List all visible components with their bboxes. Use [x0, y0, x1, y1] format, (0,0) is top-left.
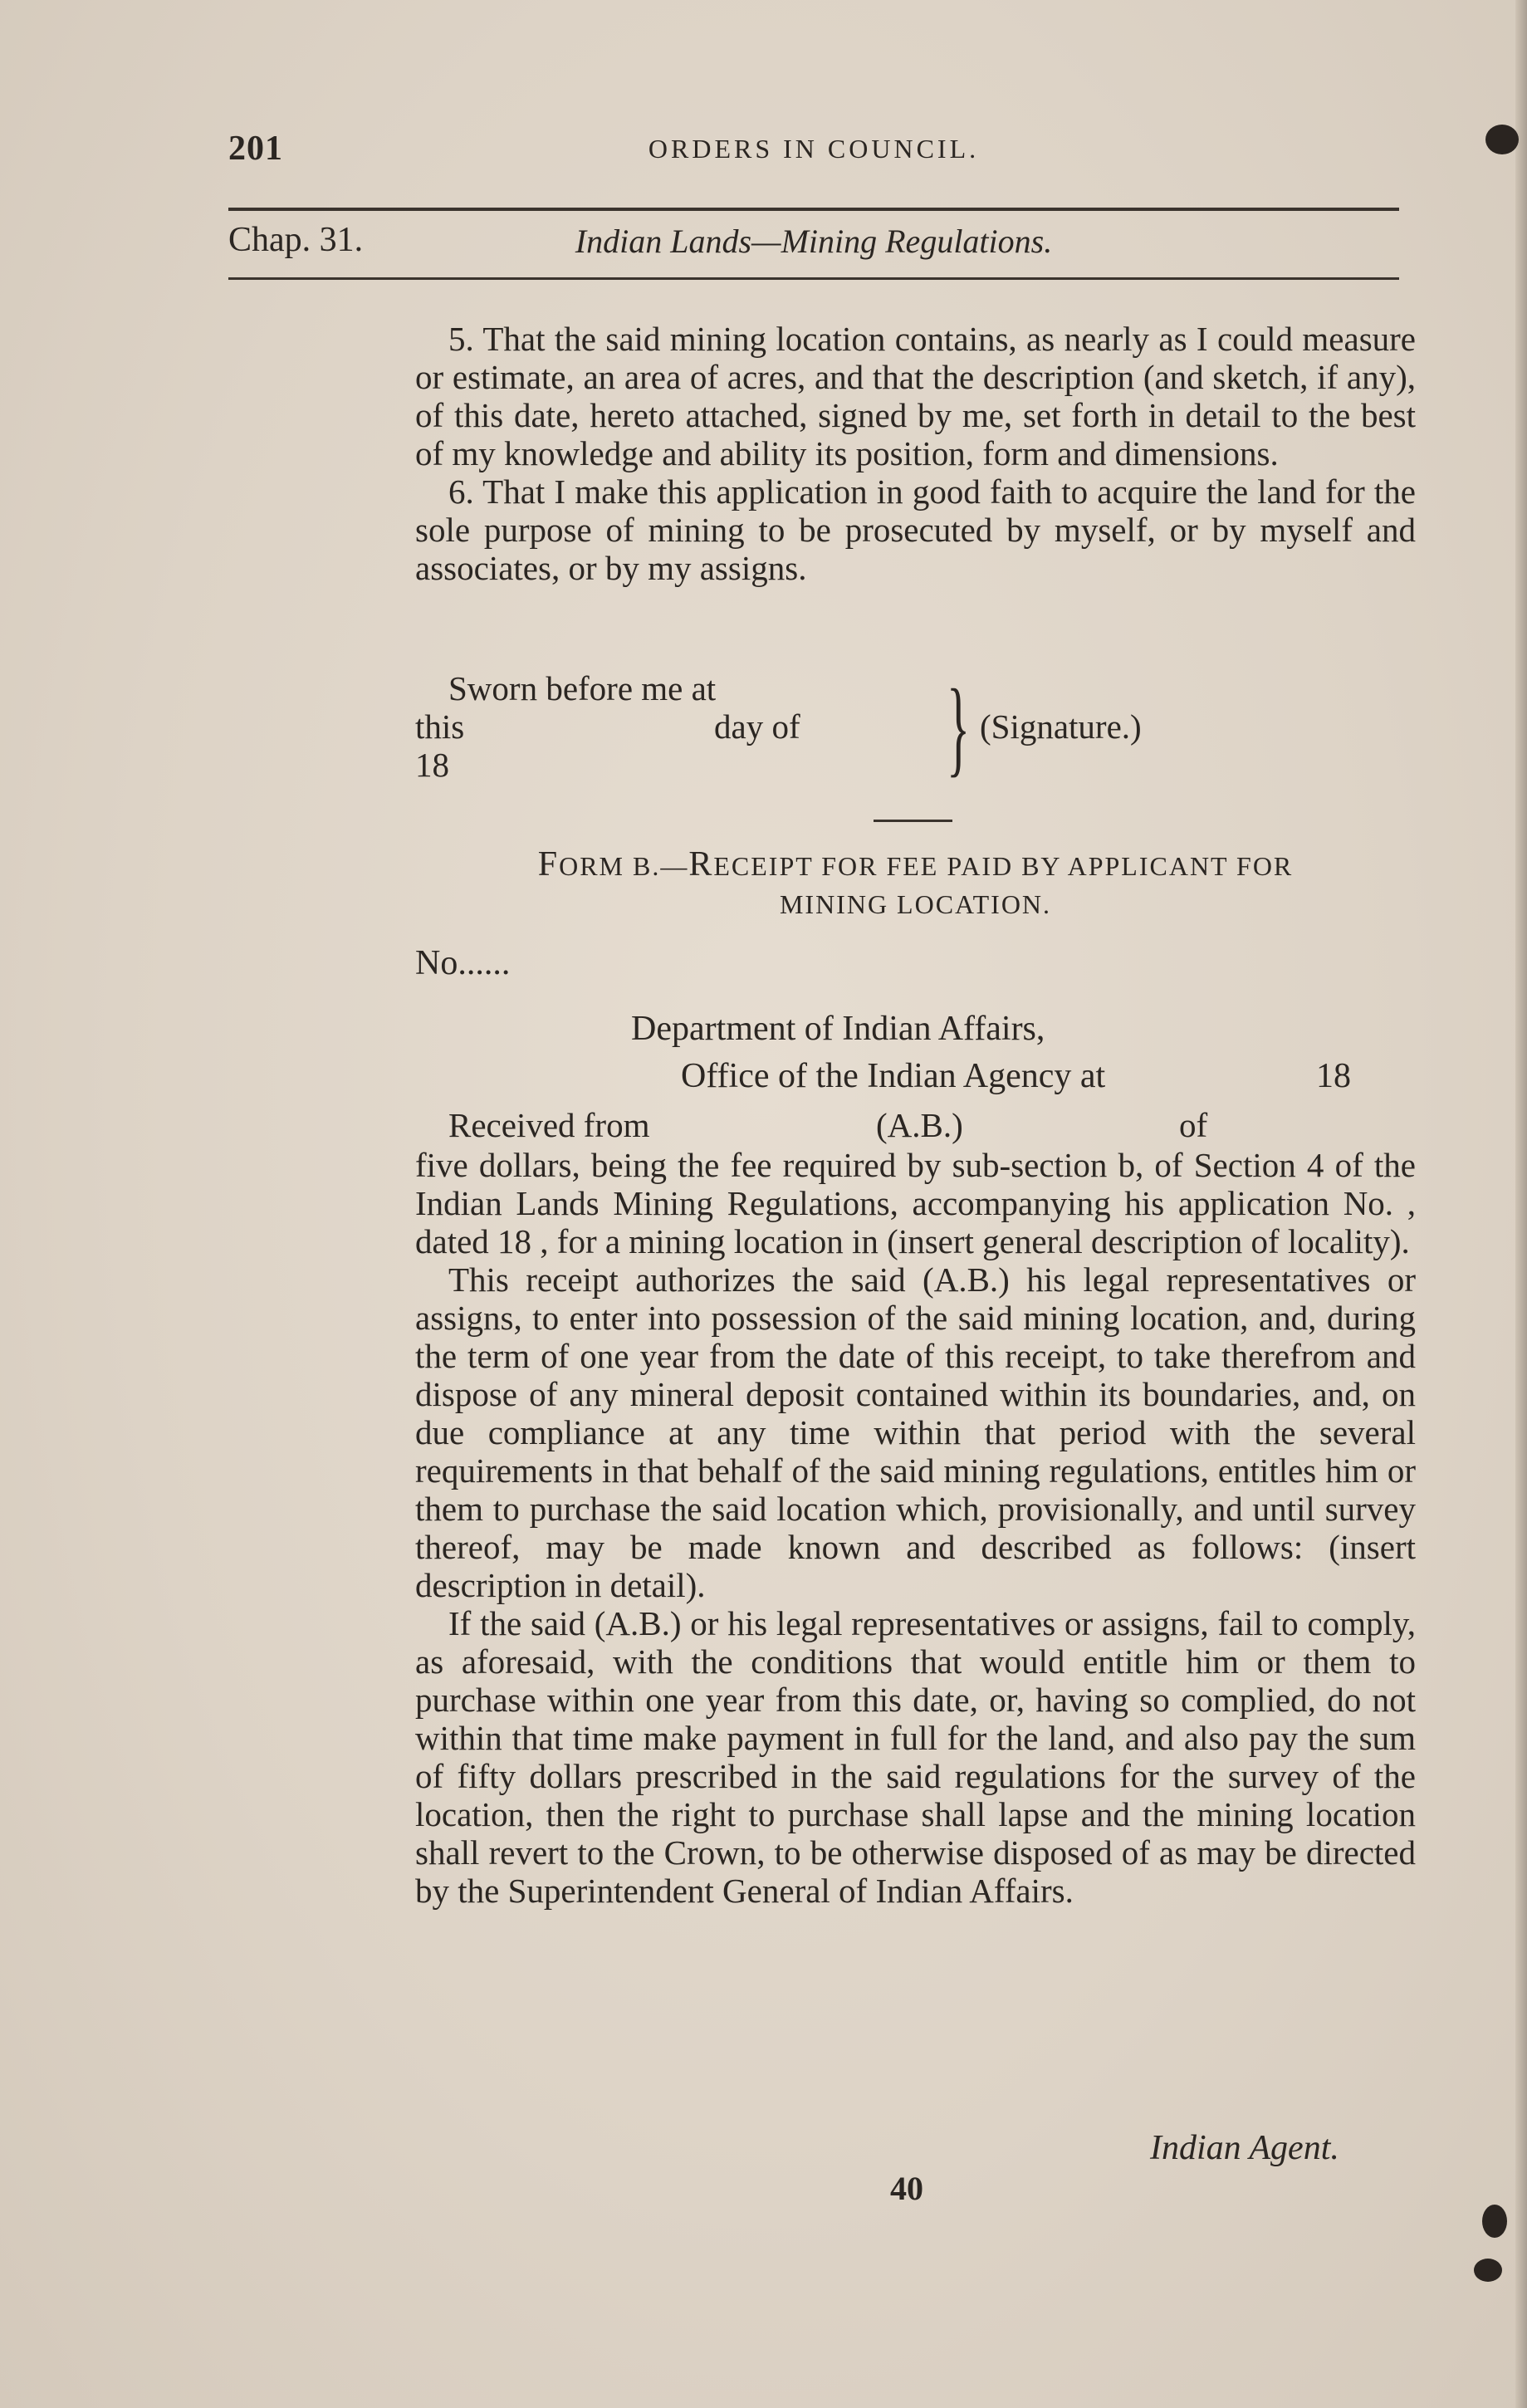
ink-blot-icon [1474, 2259, 1502, 2282]
signature-mark: 40 [890, 2170, 923, 2207]
signature-label: (Signature.) [980, 707, 1142, 746]
office-year: 18 [1316, 1057, 1351, 1095]
form-b-title-line-1: FORM B.—RECEIPT FOR FEE PAID BY APPLICANT FOR [537, 845, 1294, 883]
ab-label: (A.B.) [876, 1106, 963, 1144]
department-line: Department of Indian Affairs, [631, 1010, 1045, 1048]
ink-blot-icon [1482, 2205, 1507, 2238]
receipt-text [415, 1146, 1416, 1910]
chapter-subtitle: Indian Lands—Mining Regulations. [575, 223, 1053, 260]
oath-text [415, 320, 1416, 587]
receipt-paragraph-lapse: If the said (A.B.) or his legal representatives or assigns, fail to comply, as aforesaid, with the conditions that would entitle him or them to purchase within one year from this date, or, having so complied, do not within that time make payment in full for the land, and also pay the sum of fifty dollars prescribed in the said regulations for the survey of the location, then the right to purchase shall lapse and the mining location shall revert to the Crown, to be otherwise disposed of as may be directed by the Superintendent General of Indian Affairs. [415, 1604, 1416, 1910]
header-rule-bottom [228, 277, 1399, 280]
page-edge [1515, 0, 1527, 2408]
paragraph-6: 6. That I make this application in good faith to acquire the land for the sole purpose of mining to be prosecuted by myself, or by myself and associates, or by my assigns. [415, 472, 1416, 587]
of-label: of [1179, 1106, 1208, 1144]
header-rule-top [228, 208, 1399, 211]
day-of-label: day of [714, 707, 800, 746]
signatory: Indian Agent. [1150, 2129, 1339, 2167]
form-b-title [415, 845, 1416, 923]
year-label: 18 [415, 746, 449, 784]
section-divider [874, 820, 952, 822]
oath-block [415, 669, 1416, 794]
received-line [415, 1106, 1416, 1144]
receipt-paragraph-authorizes: This receipt authorizes the said (A.B.) his legal representatives or assigns, to enter into possession of the said mining location, and, during the term of one year from the date of this receipt, to take therefrom and dispose of any mineral deposit contained within its boundaries, and, on due compliance at any time within that period with the several requirements in that behalf of the said mining regulations, entitles him or them to purchase the said location which, provisionally, and until survey thereof, may be made known and described as follows: (insert description in detail). [415, 1260, 1416, 1604]
received-from-label: Received from [448, 1106, 650, 1144]
page-header [228, 129, 1399, 170]
brace-icon: } [947, 668, 971, 787]
this-label: this [415, 707, 465, 746]
office-line: Office of the Indian Agency at [681, 1057, 1106, 1095]
sworn-line: Sworn before me at [448, 669, 717, 707]
chapter-label: Chap. 31. [228, 221, 364, 259]
ink-blot-icon [1485, 125, 1519, 154]
running-head: ORDERS IN COUNCIL. [648, 134, 980, 164]
paragraph-5: 5. That the said mining location contains, as nearly as I could measure or estimate, an area of acres, and that the description (and sketch, if any), of this date, hereto attached, signed by me, set forth in detail to the best of my knowledge and ability its position, form and dimensions. [415, 320, 1416, 472]
page-number: 201 [228, 130, 283, 168]
form-b-title-line-2: MINING LOCATION. [779, 889, 1052, 919]
receipt-paragraph-fee: five dollars, being the fee required by sub-section b, of Section 4 of the Indian Lands Mining Regulations, accompanying his application No. , dated 18 , for a mining location in (insert general description of locality). [415, 1146, 1416, 1260]
chapter-subhead [228, 220, 1399, 262]
receipt-number: No...... [415, 944, 511, 982]
